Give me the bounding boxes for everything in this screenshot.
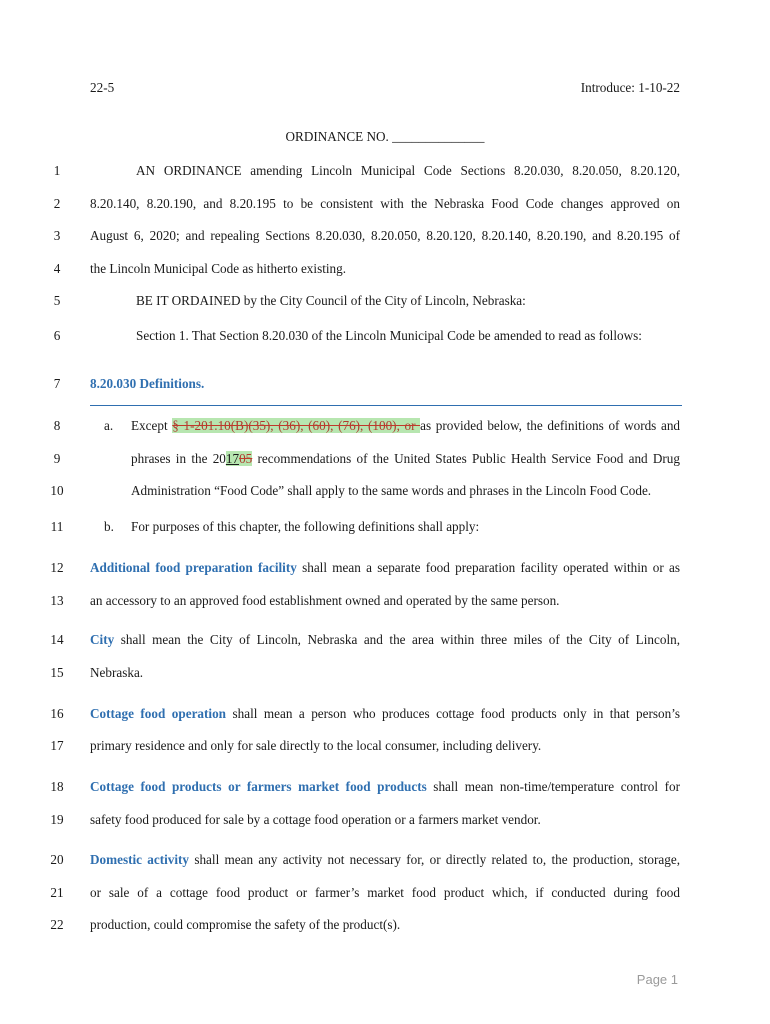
deleted-text: § 1-201.10(B)(35), (36), (60), (76), (100), or xyxy=(172,418,421,433)
line-number: 8 xyxy=(53,418,61,433)
item-a-marker: a. xyxy=(104,418,114,433)
definition-line: primary residence and only for sale directly to the local consumer, including delivery. xyxy=(90,738,542,753)
document-number: 22-5 xyxy=(90,80,115,95)
intro-line: AN ORDINANCE amending Lincoln Municipal Code Sections 8.20.030, 8.20.050, 8.20.120, xyxy=(136,163,680,178)
line-number: 3 xyxy=(53,228,61,243)
line-number: 11 xyxy=(50,519,64,534)
item-b-text: For purposes of this chapter, the following definitions shall apply: xyxy=(131,519,480,534)
definition-line xyxy=(90,779,680,795)
line-number: 10 xyxy=(50,483,64,498)
page-number: Page 1 xyxy=(636,972,678,987)
line-number: 7 xyxy=(53,376,61,391)
item-b-marker: b. xyxy=(104,519,114,534)
line-number: 4 xyxy=(53,261,61,276)
line-number: 20 xyxy=(50,852,64,867)
definition-text: shall mean any activity not necessary for, or directly related to, the production, storage, xyxy=(189,852,680,867)
definition-term: Cottage food products or farmers market food products xyxy=(90,779,427,794)
line-number: 5 xyxy=(53,293,61,308)
definition-line: an accessory to an approved food establishment owned and operated by the same person. xyxy=(90,593,560,608)
definition-line: production, could compromise the safety of the product(s). xyxy=(90,917,401,932)
definition-term: Domestic activity xyxy=(90,852,190,867)
line-number: 16 xyxy=(50,706,64,721)
item-a-line xyxy=(131,451,680,467)
item-a-line xyxy=(131,418,680,434)
item-a-line2-pre: phrases in the 20 xyxy=(131,451,226,466)
definition-term: City xyxy=(90,632,115,647)
definition-line xyxy=(90,852,680,868)
intro-line: the Lincoln Municipal Code as hitherto existing. xyxy=(90,261,347,276)
definition-line xyxy=(90,560,680,576)
definition-term: Cottage food operation xyxy=(90,706,227,721)
definition-line xyxy=(90,632,680,648)
line-number: 2 xyxy=(53,196,61,211)
line-number: 17 xyxy=(50,738,64,753)
deleted-text: 05 xyxy=(239,451,253,466)
item-a-rest: as provided below, the definitions of words and xyxy=(420,418,681,433)
ordinance-title: ORDINANCE NO. ______________ xyxy=(285,129,485,144)
item-a-line2-post: recommendations of the United States Public Health Service Food and Drug xyxy=(252,451,680,466)
definition-line: Nebraska. xyxy=(90,665,144,680)
intro-line: August 6, 2020; and repealing Sections 8.20.030, 8.20.050, 8.20.120, 8.20.140, 8.20.190, and 8.20.195 of xyxy=(90,228,680,243)
section-1-text: Section 1. That Section 8.20.030 of the Lincoln Municipal Code be amended to read as follows: xyxy=(136,328,642,343)
enacting-clause: BE IT ORDAINED by the City Council of the City of Lincoln, Nebraska: xyxy=(136,293,526,308)
line-number: 15 xyxy=(50,665,64,680)
inserted-text: 17 xyxy=(225,451,240,466)
definition-line xyxy=(90,706,680,722)
definition-text: shall mean non-time/temperature control for xyxy=(426,779,680,794)
intro-line: 8.20.140, 8.20.190, and 8.20.195 to be consistent with the Nebraska Food Code changes approved on xyxy=(90,196,680,211)
definition-text: shall mean a person who produces cottage food products only in that person’s xyxy=(226,706,680,721)
definition-line: safety food produced for sale by a cottage food operation or a farmers market vendor. xyxy=(90,812,541,827)
definition-line: or sale of a cottage food product or farmer’s market food product which, if conducted during food xyxy=(90,885,680,900)
line-number: 22 xyxy=(50,917,64,932)
section-heading: 8.20.030 Definitions. xyxy=(90,376,205,391)
definition-term: Additional food preparation facility xyxy=(90,560,297,575)
line-number: 1 xyxy=(53,163,61,178)
line-number: 21 xyxy=(50,885,64,900)
definition-text: shall mean a separate food preparation facility operated within or as xyxy=(296,560,680,575)
item-a-line: Administration “Food Code” shall apply to the same words and phrases in the Lincoln Food Code. xyxy=(131,483,652,498)
line-number: 13 xyxy=(50,593,64,608)
item-a-lead: Except xyxy=(131,418,173,433)
definition-text: shall mean the City of Lincoln, Nebraska and the area within three miles of the City of Lincoln, xyxy=(114,632,680,647)
line-number: 9 xyxy=(53,451,61,466)
line-number: 18 xyxy=(50,779,64,794)
introduce-date: Introduce: 1-10-22 xyxy=(580,80,680,95)
line-number: 14 xyxy=(50,632,64,647)
line-number: 19 xyxy=(50,812,64,827)
line-number: 12 xyxy=(50,560,64,575)
heading-underline xyxy=(90,405,682,406)
line-number: 6 xyxy=(53,328,61,343)
